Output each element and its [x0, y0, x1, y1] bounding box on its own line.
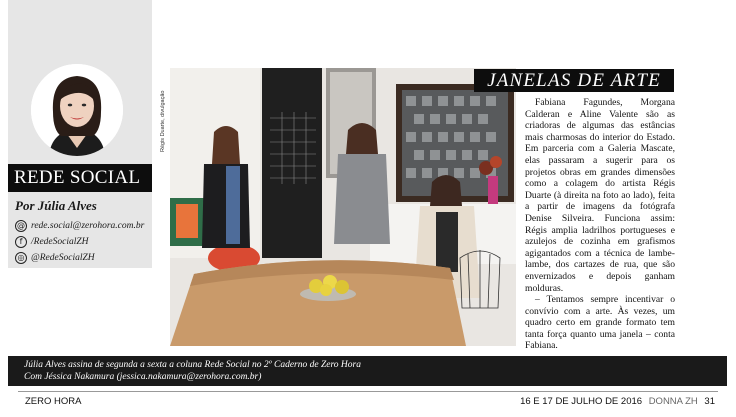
footer-divider [18, 391, 718, 392]
columnist-caption-bar [8, 356, 727, 386]
columnist-avatar [31, 64, 123, 156]
page-number: 31 [704, 396, 715, 407]
article-paragraph: – Tentamos sempre incentivar o convívio com a arte. Às vezes, um quadro certo em grande formato tem tanta força quanto uma janela – conta Fabiana. [525, 294, 675, 352]
section-name: DONNA ZH [648, 396, 698, 407]
photo-credit: Régis Duarte, divulgação [160, 90, 166, 152]
column-byline: Por Júlia Alves [15, 198, 97, 213]
article-paragraph: Fabiana Fagundes, Morgana Calderan e Aline Valente são as criadoras de algumas das estâncias mais charmosas do interior do Estado. Em parceria com a Galeria Mascate, elas passaram a sugerir para os projetos obras em grandes dimensões como a colagem do artista Régis Duarte (à direita na foto ao lado), feita a partir de imagens da fotógrafa Denise Silveira. Funciona assim: Régis amplia ladrilhos portugueses e azulejos de cozinha em grafismos agigantados com a técnica de lambe-lambe, dos cartazes de rua, que são envernizados e depois ganham molduras. [525, 97, 675, 294]
interior-scene-image [170, 68, 516, 346]
footer-right [516, 396, 715, 407]
contact-email-text: rede.social@zerohora.com.br [31, 221, 145, 231]
at-icon: @ [17, 221, 25, 230]
facebook-icon: f [15, 236, 27, 248]
caption-line-1: Júlia Alves assina de segunda a sexta a coluna Rede Social no 2º Caderno de Zero Hora [24, 360, 361, 370]
article-photo [170, 68, 516, 346]
caption-line-2: Com Jéssica Nakamura (jessica.nakamura@zerohora.com.br) [24, 372, 262, 382]
contact-instagram[interactable] [15, 252, 95, 264]
edition-date: 16 E 17 DE JULHO DE 2016 [520, 396, 643, 407]
contact-facebook[interactable] [15, 236, 89, 248]
contact-email[interactable] [15, 220, 144, 232]
columnist-portrait-image [31, 64, 123, 156]
article-body [525, 97, 675, 352]
publication-name: ZERO HORA [25, 396, 82, 407]
instagram-icon: ◎ [15, 252, 27, 264]
column-title: REDE SOCIAL [8, 164, 152, 192]
article-headline: JANELAS DE ARTE [474, 69, 674, 92]
contact-facebook-text: /RedeSocialZH [31, 237, 89, 247]
page-footer [25, 396, 715, 410]
contact-instagram-text: @RedeSocialZH [31, 253, 95, 263]
